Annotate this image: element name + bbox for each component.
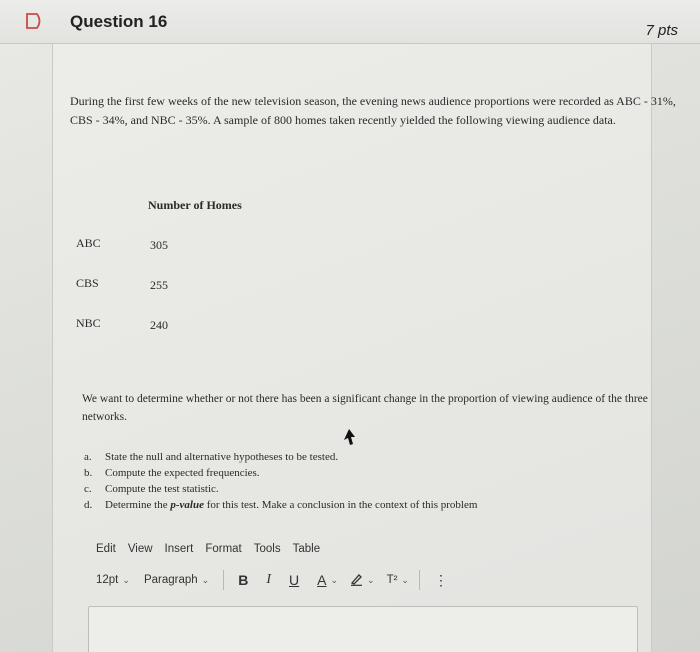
part-text-before: Determine the	[105, 499, 171, 511]
table-row-label-nbc: NBC	[76, 316, 101, 330]
menu-format[interactable]: Format	[205, 543, 242, 555]
table-column-header: Number of Homes	[148, 198, 242, 212]
table-row-value-cbs: 255	[150, 278, 168, 292]
list-item	[84, 481, 477, 497]
question-intro: During the first few weeks of the new television season, the evening news audience proportions were recorded as ABC - 31%, CBS - 34%, and NBC - 35%. A sample of 800 homes taken recently yielded the following viewing audience data.	[70, 94, 676, 127]
bold-button[interactable]: B	[238, 572, 249, 588]
question-points: 7 pts	[645, 22, 678, 39]
part-text: Compute the test statistic.	[105, 483, 219, 495]
question-parts-list	[84, 449, 477, 513]
table-row-label-cbs: CBS	[76, 276, 99, 290]
part-text: Compute the expected frequencies.	[105, 467, 260, 479]
italic-button[interactable]: I	[266, 572, 271, 587]
list-item	[84, 497, 477, 513]
list-item	[84, 465, 477, 481]
highlighter-icon	[350, 572, 363, 589]
menu-view[interactable]: View	[127, 543, 153, 555]
part-letter: d.	[84, 499, 93, 511]
text-color-button[interactable]	[317, 572, 338, 588]
question-title: Question 16	[70, 12, 168, 31]
part-text-bold: p-value	[170, 499, 204, 511]
table-row-value-nbc: 240	[150, 318, 168, 332]
chevron-down-icon: ⌄	[401, 574, 409, 585]
part-text: State the null and alternative hypotheses to be tested.	[105, 451, 339, 463]
font-size-value: 12pt	[96, 574, 119, 586]
font-size-select[interactable]	[96, 574, 130, 586]
highlight-color-button[interactable]	[350, 572, 375, 589]
menu-tools[interactable]: Tools	[253, 543, 281, 555]
question-body	[52, 44, 652, 652]
menu-edit[interactable]: Edit	[96, 543, 116, 555]
underline-button[interactable]: U	[289, 572, 300, 588]
chevron-down-icon: ⌄	[367, 574, 375, 585]
list-item	[84, 449, 477, 465]
mouse-cursor-icon	[342, 428, 356, 446]
chevron-down-icon: ⌄	[201, 574, 210, 585]
menu-insert[interactable]: Insert	[164, 543, 194, 555]
text-color-icon: A	[317, 572, 327, 588]
part-letter: a.	[84, 451, 92, 463]
block-format-select[interactable]	[144, 574, 209, 586]
flag-question-icon[interactable]	[24, 12, 46, 30]
toolbar-divider	[419, 570, 420, 590]
part-letter: c.	[84, 483, 92, 495]
toolbar-divider	[223, 570, 224, 590]
answer-editor[interactable]	[88, 606, 638, 652]
table-row-value-abc: 305	[150, 238, 168, 252]
part-text-after: for this test. Make a conclusion in the context of this problem	[203, 499, 478, 511]
part-letter: b.	[84, 467, 93, 479]
chevron-down-icon: ⌄	[122, 574, 130, 585]
editor-toolbar	[96, 570, 448, 590]
menu-table[interactable]: Table	[292, 543, 321, 555]
editor-menubar	[96, 543, 320, 555]
superscript-icon: T²	[386, 574, 398, 586]
superscript-button[interactable]	[387, 574, 409, 586]
question-header	[0, 0, 700, 44]
table-row-label-abc: ABC	[76, 236, 101, 250]
block-format-value: Paragraph	[143, 574, 198, 586]
chevron-down-icon: ⌄	[330, 574, 339, 585]
question-prompt: We want to determine whether or not there has been a significant change in the proportion of viewing audience of the three networks.	[82, 393, 648, 423]
more-options-button[interactable]: ⋮	[433, 571, 448, 588]
